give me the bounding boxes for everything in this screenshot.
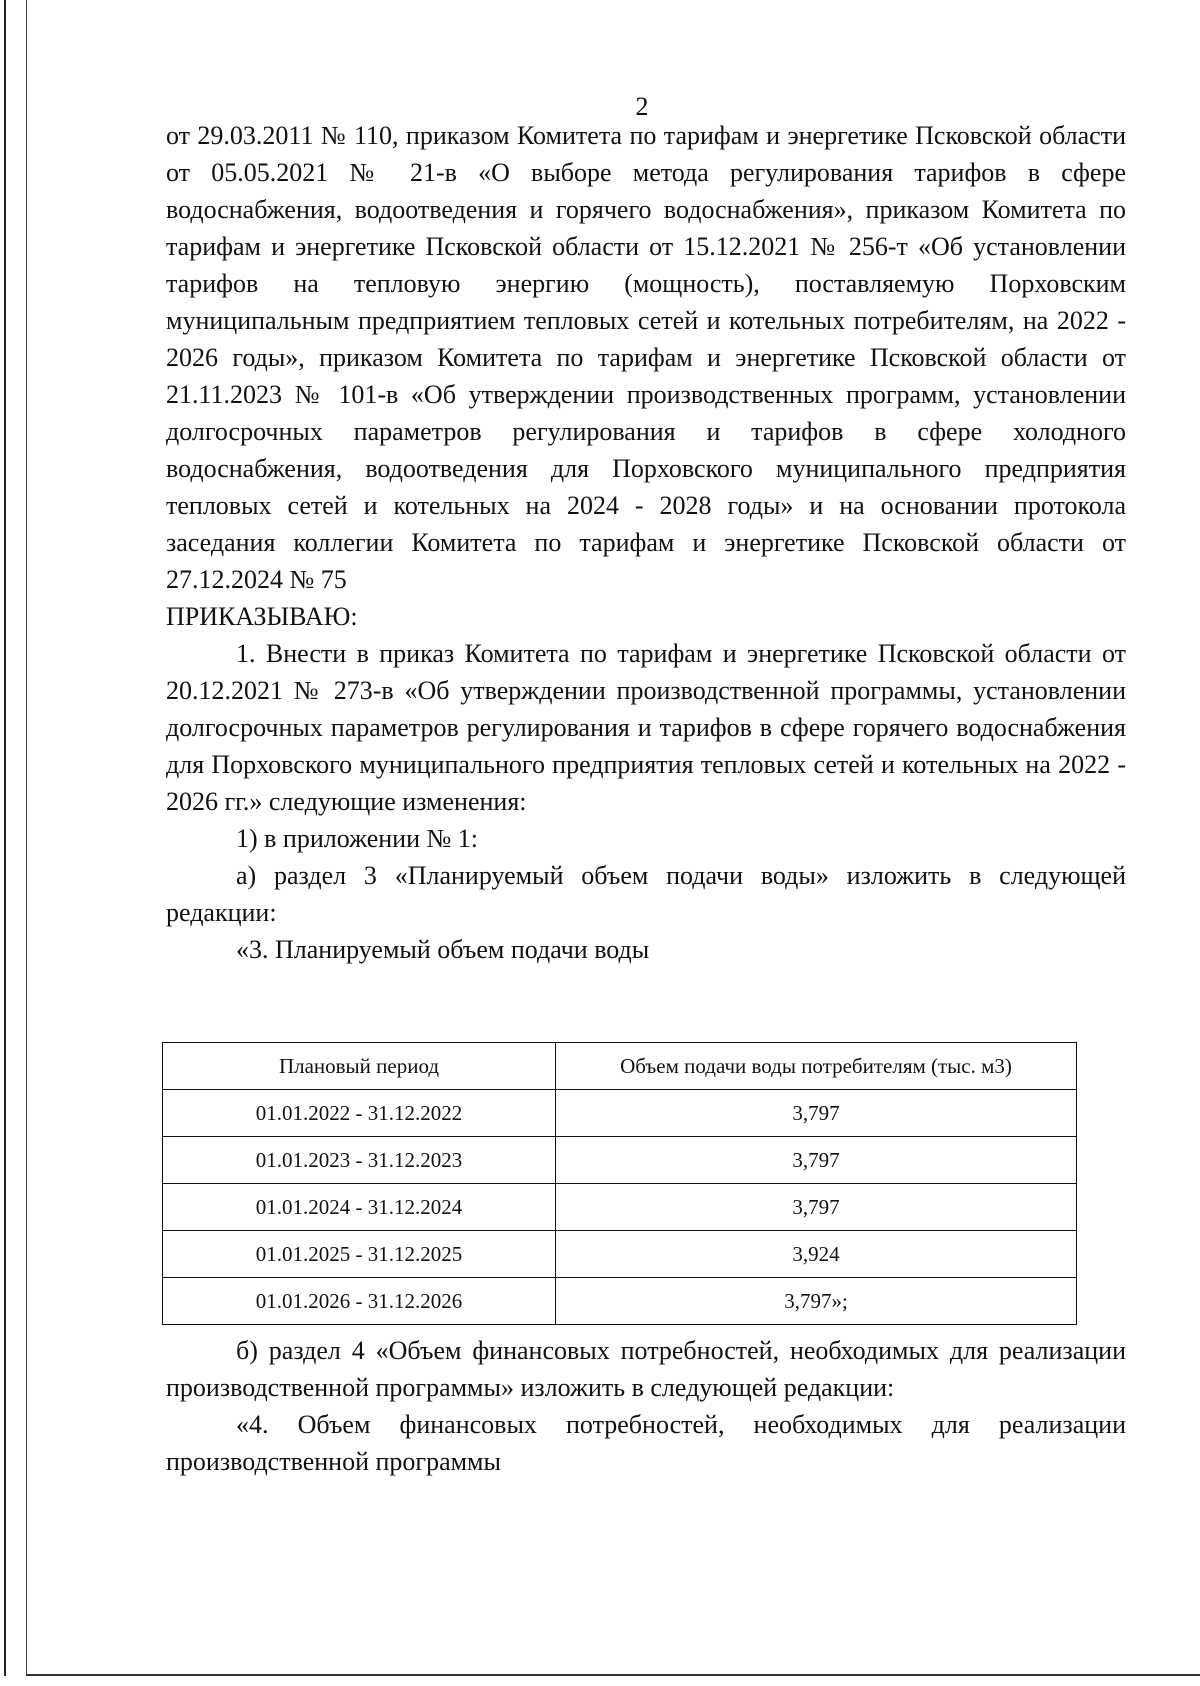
table-row — [163, 1184, 1077, 1231]
order-word: ПРИКАЗЫВАЮ: — [166, 602, 358, 631]
cell-period: 01.01.2026 - 31.12.2026 — [163, 1278, 556, 1325]
table-row — [163, 1231, 1077, 1278]
cell-volume: 3,797 — [556, 1090, 1077, 1137]
header-volume: Объем подачи воды потребителям (тыс. м3) — [556, 1043, 1077, 1090]
cell-period: 01.01.2022 - 31.12.2022 — [163, 1090, 556, 1137]
cell-period: 01.01.2025 - 31.12.2025 — [163, 1231, 556, 1278]
subitem-a: а) раздел 3 «Планируемый объем подачи воды» изложить в следующей редакции: — [166, 861, 1126, 927]
subitem-b: б) раздел 4 «Объем финансовых потребностей, необходимых для реализации производственной программы» изложить в следующей редакции: — [166, 1336, 1126, 1402]
cell-period: 01.01.2024 - 31.12.2024 — [163, 1184, 556, 1231]
section-3-title: «3. Планируемый объем подачи воды — [236, 935, 650, 964]
cell-volume: 3,797 — [556, 1137, 1077, 1184]
table-row — [163, 1090, 1077, 1137]
paragraph-legal-basis: от 29.03.2011 № 110, приказом Комитета по тарифам и энергетике Псковской области от 05.05.2021 № 21-в «О выборе метода регулирования тарифов в сфере водоснабжения, водоотведения и горячего водоснабжения», приказом Комитета по тарифам и энергетике Псковской области от 15.12.2021 № 256-т «Об установлении тарифов на тепловую энергию (мощность), поставляемую Порховским муниципальным предприятием тепловых сетей и котельных потребителям, на 2022 - 2026 годы», приказом Комитета по тарифам и энергетике Псковской области от 21.11.2023 № 101-в «Об утверждении производственных программ, установлении долгосрочных параметров регулирования и тарифов в сфере холодного водоснабжения, водоотведения для Порховского муниципального предприятия тепловых сетей и котельных на 2024 - 2028 годы» и на основании протокола заседания коллегии Комитета по тарифам и энергетике Псковской области от 27.12.2024 № 75 — [166, 121, 1126, 594]
table-row — [163, 1278, 1077, 1325]
cell-volume: 3,797 — [556, 1184, 1077, 1231]
cell-volume: 3,797»; — [556, 1278, 1077, 1325]
section-4-title: «4. Объем финансовых потребностей, необходимых для реализации производственной программы — [166, 1410, 1126, 1476]
table-row — [163, 1137, 1077, 1184]
cell-period: 01.01.2023 - 31.12.2023 — [163, 1137, 556, 1184]
table-header-row — [163, 1043, 1077, 1090]
item-1: 1. Внести в приказ Комитета по тарифам и энергетике Псковской области от 20.12.2021 № 273-в «Об утверждении производственной программы, установлении долгосрочных параметров регулирования и тарифов в сфере горячего водоснабжения для Порховского муниципального предприятия тепловых сетей и котельных на 2022 - 2026 гг.» следующие изменения: — [166, 639, 1126, 816]
header-period: Плановый период — [163, 1043, 556, 1090]
water-supply-table — [162, 1042, 1077, 1325]
document-body — [166, 117, 1126, 968]
page-border-inner — [26, 0, 27, 1676]
cell-volume: 3,924 — [556, 1231, 1077, 1278]
subitem-1: 1) в приложении № 1: — [236, 824, 479, 853]
document-body-continued — [166, 1332, 1126, 1480]
page-border-bottom — [26, 1674, 1200, 1676]
page-number: 2 — [635, 92, 649, 121]
page-border-left — [4, 0, 6, 1676]
